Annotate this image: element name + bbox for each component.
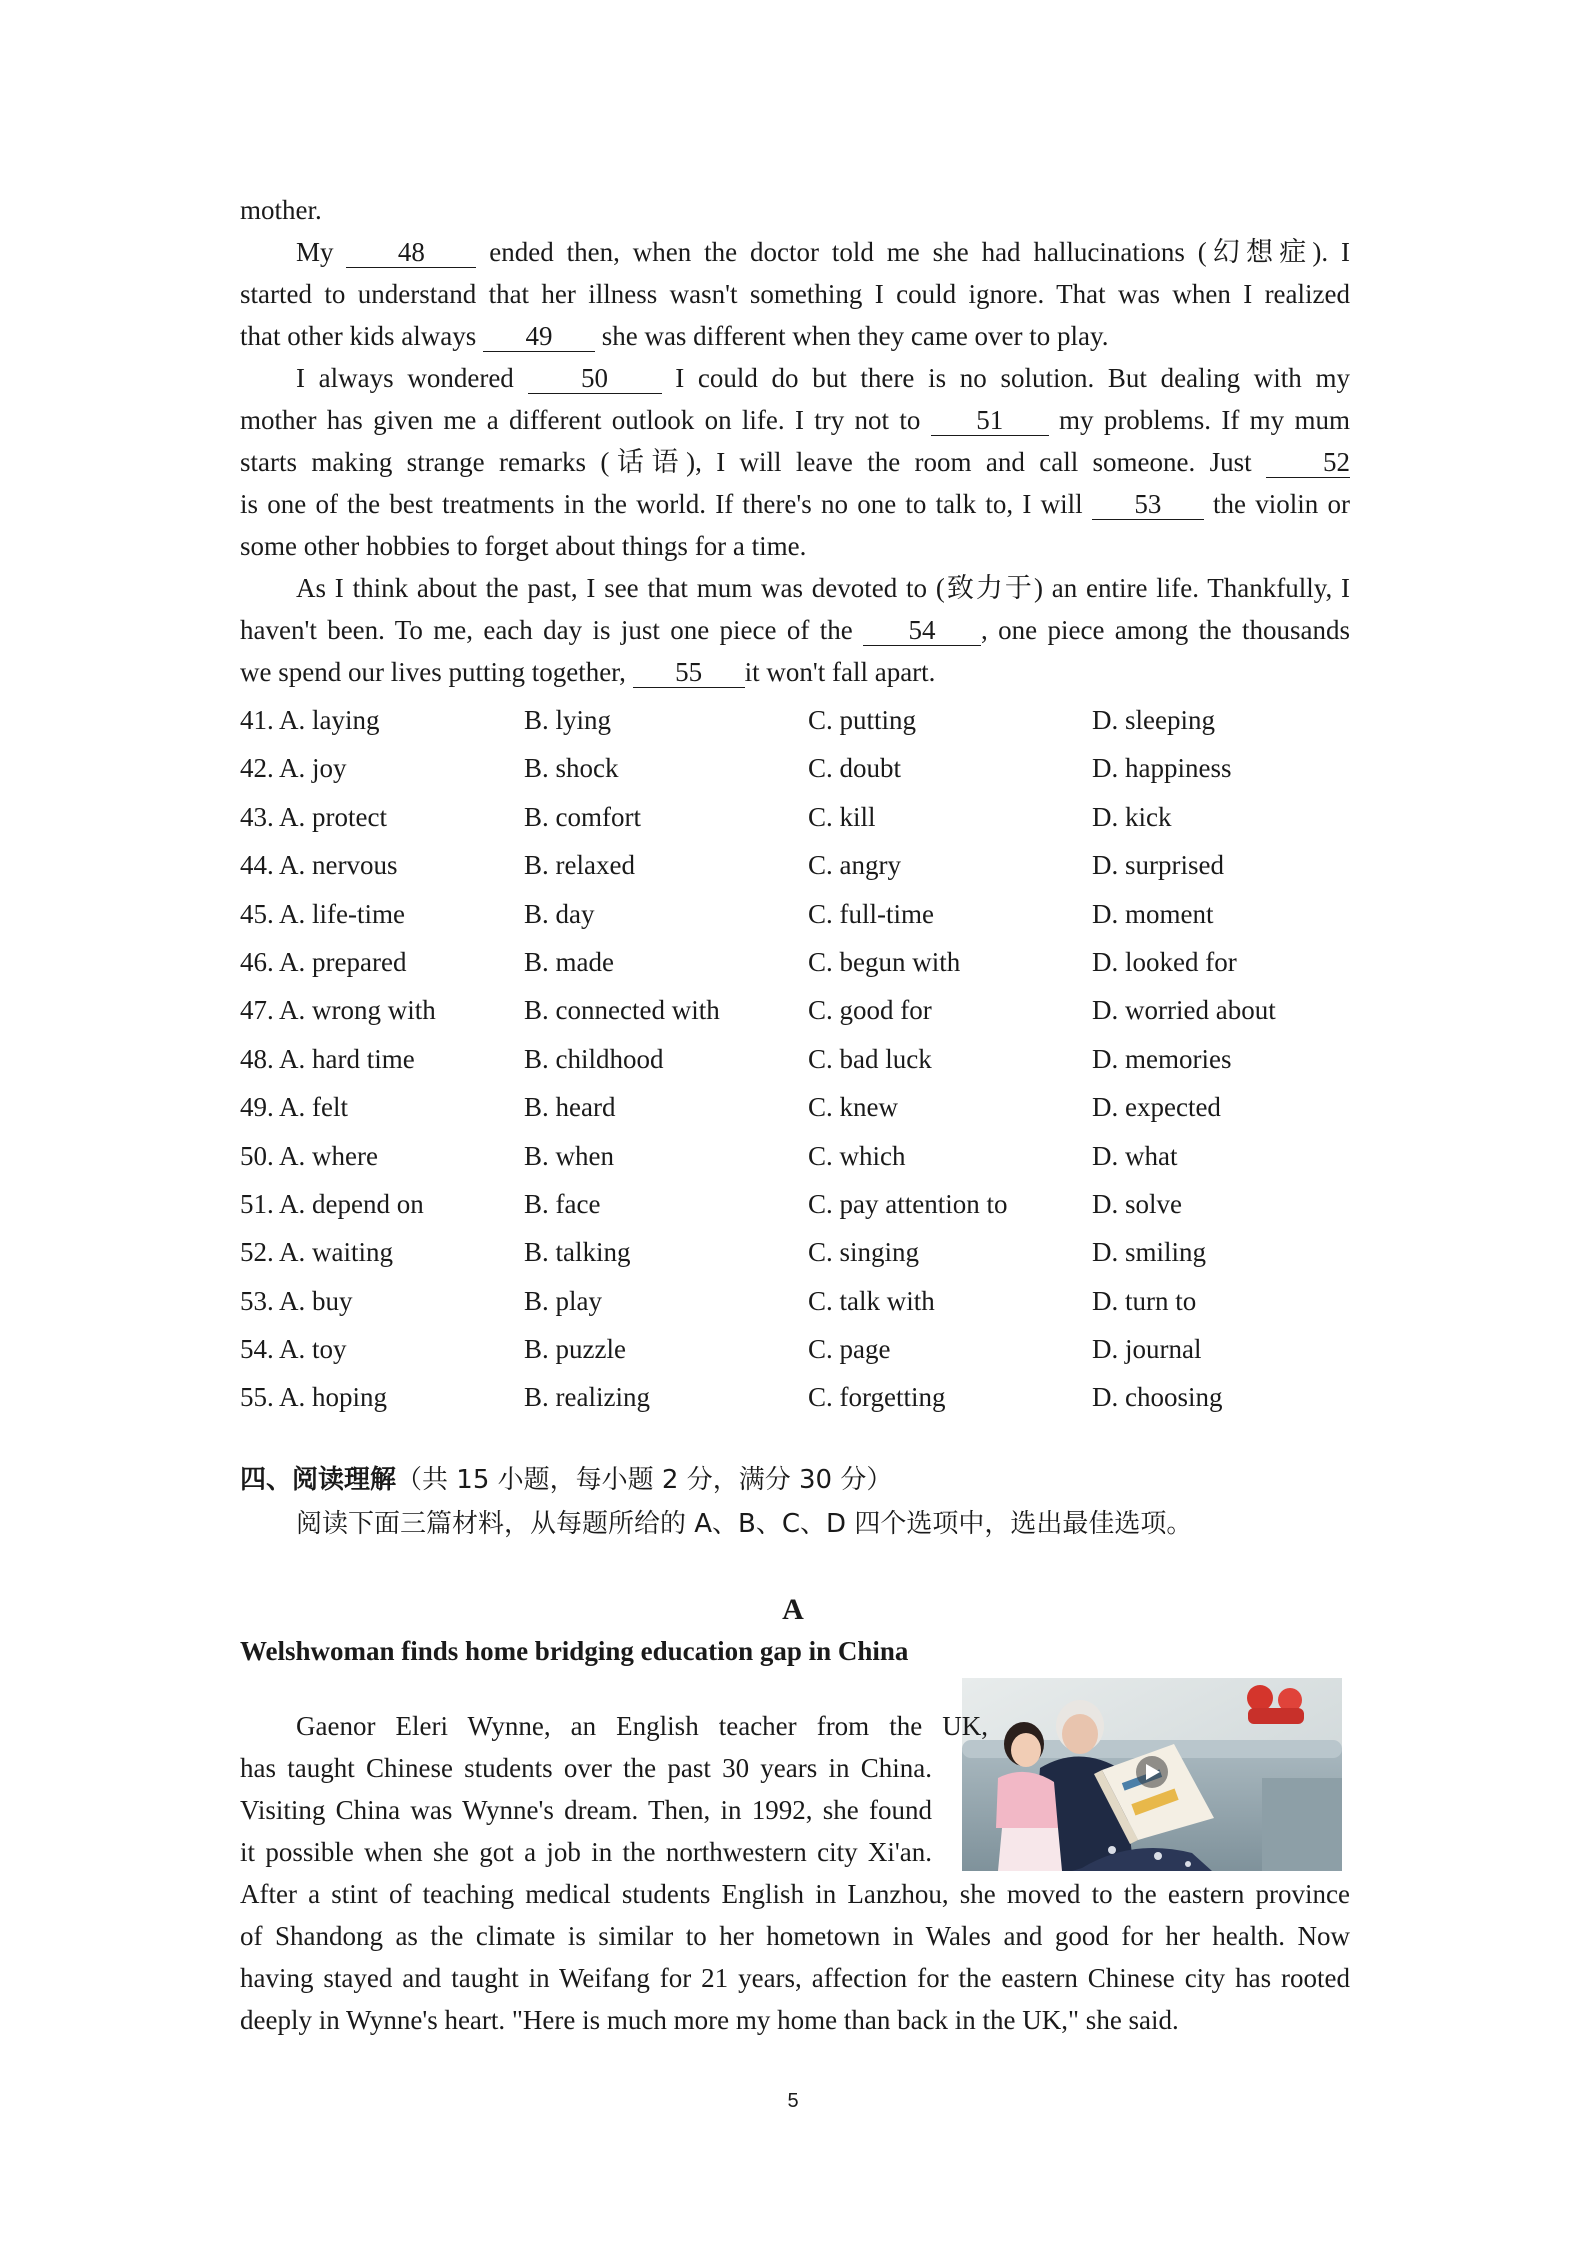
option-a: 49. A. felt	[240, 1092, 348, 1123]
option-a: 51. A. depend on	[240, 1188, 424, 1219]
option-c: C. full-time	[808, 898, 934, 929]
option-row	[240, 1132, 1350, 1180]
passage-line: mother.	[240, 195, 322, 225]
option-d: D. worried about	[1092, 995, 1276, 1026]
option-a: 45. A. life-time	[240, 898, 405, 929]
option-d: D. kick	[1092, 801, 1172, 832]
blank-52: 52	[1266, 447, 1350, 478]
option-a: 54. A. toy	[240, 1334, 347, 1365]
option-b: B. day	[524, 898, 595, 929]
option-b: B. heard	[524, 1092, 616, 1123]
option-b: B. realizing	[524, 1382, 650, 1413]
option-d: D. looked for	[1092, 946, 1237, 977]
option-a: 43. A. protect	[240, 801, 387, 832]
option-b: B. shock	[524, 753, 619, 784]
option-b: B. connected with	[524, 995, 720, 1026]
option-row	[240, 1180, 1350, 1228]
option-c: C. begun with	[808, 946, 961, 977]
passage-line: As I think about the past, I see that mum was devoted to (致力于) an entire life. Thankfully, I	[296, 573, 1350, 603]
option-row	[240, 1373, 1350, 1421]
option-row	[240, 1083, 1350, 1131]
option-a: 42. A. joy	[240, 753, 347, 784]
option-b: B. play	[524, 1285, 602, 1316]
passage-line: has taught Chinese students over the past 30 years in China.	[240, 1753, 932, 1783]
answer-options	[240, 696, 1350, 1422]
passage-title: Welshwoman finds home bridging education gap in China	[240, 1636, 909, 1666]
option-b: B. puzzle	[524, 1334, 626, 1365]
option-row	[240, 1277, 1350, 1325]
option-c: C. good for	[808, 995, 932, 1026]
option-row	[240, 696, 1350, 744]
section-scoring: （共 15 小题，每小题 2 分，满分 30 分）	[396, 1465, 893, 1495]
passage-line: mother has given me a different outlook on life. I try not to 51 my problems. If my mum	[240, 405, 1350, 435]
passage-line: of Shandong as the climate is similar to her hometown in Wales and good for her health. Now	[240, 1921, 1350, 1951]
passage-line: we spend our lives putting together, 55 it won't fall apart.	[240, 657, 936, 687]
option-a: 52. A. waiting	[240, 1237, 394, 1268]
option-c: C. knew	[808, 1092, 898, 1123]
option-row	[240, 1325, 1350, 1373]
option-b: B. talking	[524, 1237, 631, 1268]
blank-51: 51	[931, 405, 1049, 436]
option-d: D. what	[1092, 1140, 1178, 1171]
passage-line: Gaenor Eleri Wynne, an English teacher from the UK,	[296, 1711, 988, 1741]
option-c: C. kill	[808, 801, 876, 832]
blank-50: 50	[528, 363, 662, 394]
option-a: 47. A. wrong with	[240, 995, 436, 1026]
option-c: C. singing	[808, 1237, 920, 1268]
passage-line: some other hobbies to forget about things for a time.	[240, 531, 807, 561]
option-b: B. childhood	[524, 1043, 664, 1074]
section-heading	[240, 1458, 892, 1502]
option-d: D. surprised	[1092, 850, 1224, 881]
passage-a-body	[240, 1705, 1350, 2041]
option-d: D. memories	[1092, 1043, 1232, 1074]
section-instruction: 阅读下面三篇材料，从每题所给的 A、B、C、D 四个选项中，选出最佳选项。	[296, 1509, 1193, 1539]
page-number: 5	[787, 2090, 799, 2112]
passage-line: deeply in Wynne's heart. "Here is much more my home than back in the UK," she said.	[240, 2005, 1179, 2035]
option-b: B. relaxed	[524, 850, 635, 881]
option-a: 44. A. nervous	[240, 850, 398, 881]
option-d: D. expected	[1092, 1092, 1221, 1123]
option-b: B. comfort	[524, 801, 641, 832]
passage-line: My 48 ended then, when the doctor told me she had hallucinations (幻想症). I	[296, 237, 1350, 267]
passage-line: starts making strange remarks (话语), I will leave the room and call someone. Just 52	[240, 447, 1350, 477]
option-d: D. choosing	[1092, 1382, 1223, 1413]
blank-55: 55	[633, 657, 745, 688]
option-d: D. journal	[1092, 1334, 1202, 1365]
passage-line: haven't been. To me, each day is just one piece of the 54 , one piece among the thousands	[240, 615, 1350, 645]
blank-53: 53	[1092, 489, 1204, 520]
option-c: C. doubt	[808, 753, 902, 784]
option-row	[240, 1035, 1350, 1083]
option-c: C. bad luck	[808, 1043, 932, 1074]
option-c: C. which	[808, 1140, 906, 1171]
option-c: C. angry	[808, 850, 901, 881]
blank-49: 49	[483, 321, 595, 352]
option-row	[240, 1228, 1350, 1276]
option-d: D. turn to	[1092, 1285, 1197, 1316]
option-row	[240, 793, 1350, 841]
passage-letter: A	[782, 1593, 804, 1626]
option-row	[240, 744, 1350, 792]
option-b: B. when	[524, 1140, 614, 1171]
option-c: C. putting	[808, 705, 917, 735]
option-a: 50. A. where	[240, 1140, 378, 1171]
option-d: D. smiling	[1092, 1237, 1207, 1268]
option-d: D. solve	[1092, 1188, 1182, 1219]
option-a: 46. A. prepared	[240, 946, 407, 977]
passage-line: having stayed and taught in Weifang for 21 years, affection for the eastern Chinese city has rooted	[240, 1963, 1350, 1993]
option-row	[240, 841, 1350, 889]
passage-line: started to understand that her illness wasn't something I could ignore. That was when I realized	[240, 279, 1350, 309]
passage-line: is one of the best treatments in the world. If there's no one to talk to, I will 53 the violin or	[240, 489, 1350, 519]
section-title: 四、阅读理解	[240, 1465, 397, 1495]
option-a: 55. A. hoping	[240, 1382, 388, 1413]
option-c: C. page	[808, 1334, 891, 1365]
option-d: D. sleeping	[1092, 705, 1215, 735]
option-row	[240, 986, 1350, 1034]
passage-line: it possible when she got a job in the northwestern city Xi'an.	[240, 1837, 932, 1867]
option-b: B. lying	[524, 705, 612, 735]
option-c: C. pay attention to	[808, 1188, 1008, 1219]
option-a: 41. A. laying	[240, 705, 380, 735]
option-b: B. made	[524, 946, 614, 977]
passage-line: Visiting China was Wynne's dream. Then, in 1992, she found	[240, 1795, 932, 1825]
blank-48: 48	[346, 237, 476, 268]
option-row	[240, 938, 1350, 986]
option-c: C. talk with	[808, 1285, 935, 1316]
passage-line: I always wondered 50 I could do but there is no solution. But dealing with my	[296, 363, 1350, 393]
blank-54: 54	[863, 615, 981, 646]
option-c: C. forgetting	[808, 1382, 946, 1413]
passage-line: that other kids always 49 she was different when they came over to play.	[240, 321, 1109, 351]
option-a: 53. A. buy	[240, 1285, 353, 1316]
option-d: D. happiness	[1092, 753, 1232, 784]
passage-line: After a stint of teaching medical students English in Lanzhou, she moved to the eastern province	[240, 1879, 1350, 1909]
option-a: 48. A. hard time	[240, 1043, 415, 1074]
cloze-passage	[240, 189, 1350, 693]
option-d: D. moment	[1092, 898, 1214, 929]
option-row	[240, 890, 1350, 938]
option-b: B. face	[524, 1188, 601, 1219]
